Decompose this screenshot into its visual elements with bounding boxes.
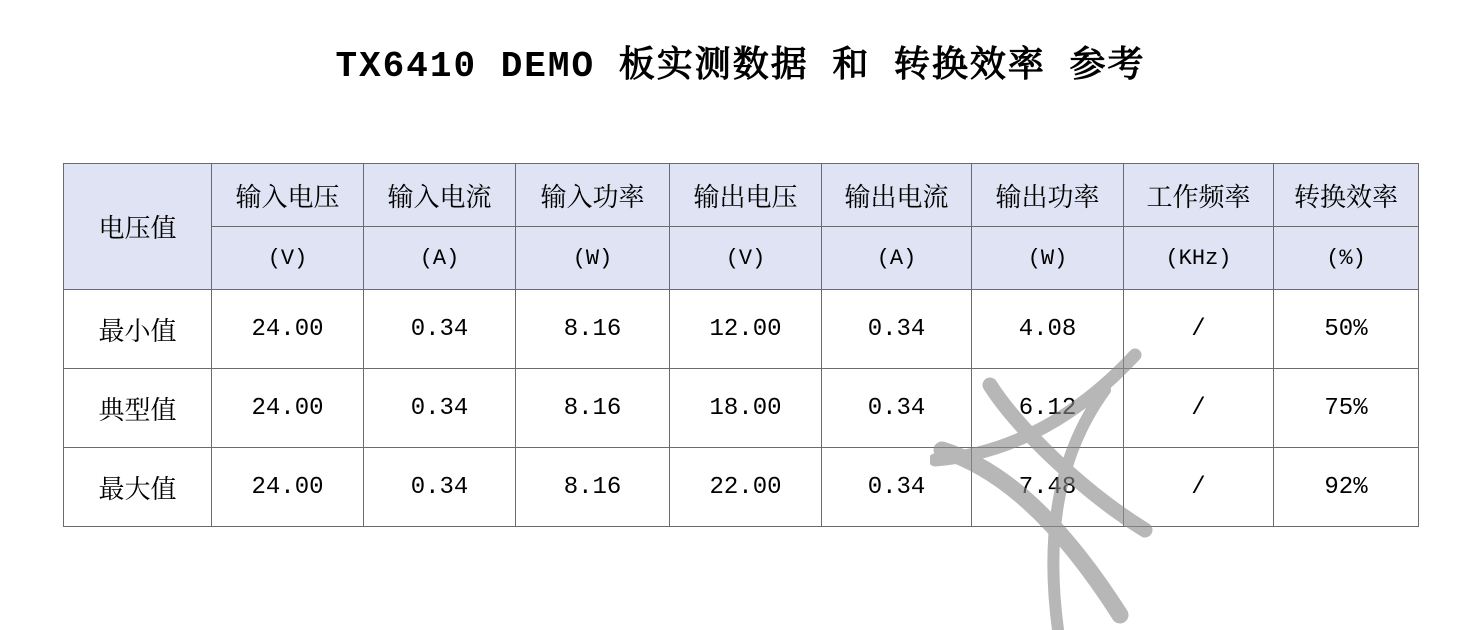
cell-min-input-voltage: 24.00 — [212, 290, 364, 369]
column-unit-output-power: (W) — [972, 227, 1124, 290]
cell-typ-conversion-efficiency: 75% — [1274, 369, 1419, 448]
row-label-max: 最大值 — [64, 448, 212, 527]
cell-max-output-voltage: 22.00 — [670, 448, 822, 527]
cell-min-output-voltage: 12.00 — [670, 290, 822, 369]
cell-typ-input-current: 0.34 — [364, 369, 516, 448]
column-header-output-power: 输出功率 — [972, 164, 1124, 227]
column-header-conversion-efficiency: 转换效率 — [1274, 164, 1419, 227]
table-header-row-units — [64, 227, 1419, 290]
column-header-input-voltage: 输入电压 — [212, 164, 364, 227]
cell-max-switching-frequency: / — [1124, 448, 1274, 527]
column-unit-input-voltage: (V) — [212, 227, 364, 290]
column-header-output-voltage: 输出电压 — [670, 164, 822, 227]
cell-min-input-power: 8.16 — [516, 290, 670, 369]
row-label-min: 最小值 — [64, 290, 212, 369]
cell-max-output-power: 7.48 — [972, 448, 1124, 527]
table-row — [64, 290, 1419, 369]
data-table-container — [63, 163, 1418, 527]
column-unit-conversion-efficiency: (%) — [1274, 227, 1419, 290]
cell-min-switching-frequency: / — [1124, 290, 1274, 369]
table-header-row-names — [64, 164, 1419, 227]
cell-typ-input-voltage: 24.00 — [212, 369, 364, 448]
table-row — [64, 369, 1419, 448]
cell-max-conversion-efficiency: 92% — [1274, 448, 1419, 527]
cell-min-output-power: 4.08 — [972, 290, 1124, 369]
cell-typ-output-current: 0.34 — [822, 369, 972, 448]
page-title: TX6410 DEMO 板实测数据 和 转换效率 参考 — [335, 46, 1146, 87]
column-unit-input-power: (W) — [516, 227, 670, 290]
column-unit-input-current: (A) — [364, 227, 516, 290]
cell-max-input-current: 0.34 — [364, 448, 516, 527]
column-header-input-power: 输入功率 — [516, 164, 670, 227]
cell-max-input-power: 8.16 — [516, 448, 670, 527]
cell-min-output-current: 0.34 — [822, 290, 972, 369]
column-unit-switching-frequency: (KHz) — [1124, 227, 1274, 290]
measurement-table — [63, 163, 1419, 527]
column-header-input-current: 输入电流 — [364, 164, 516, 227]
column-unit-output-current: (A) — [822, 227, 972, 290]
cell-max-output-current: 0.34 — [822, 448, 972, 527]
cell-min-conversion-efficiency: 50% — [1274, 290, 1419, 369]
table-row — [64, 448, 1419, 527]
cell-typ-input-power: 8.16 — [516, 369, 670, 448]
cell-typ-switching-frequency: / — [1124, 369, 1274, 448]
cell-max-input-voltage: 24.00 — [212, 448, 364, 527]
cell-min-input-current: 0.34 — [364, 290, 516, 369]
table-corner-label: 电压值 — [64, 164, 212, 290]
cell-typ-output-power: 6.12 — [972, 369, 1124, 448]
cell-typ-output-voltage: 18.00 — [670, 369, 822, 448]
column-header-switching-frequency: 工作频率 — [1124, 164, 1274, 227]
row-label-typical: 典型值 — [64, 369, 212, 448]
column-unit-output-voltage: (V) — [670, 227, 822, 290]
column-header-output-current: 输出电流 — [822, 164, 972, 227]
